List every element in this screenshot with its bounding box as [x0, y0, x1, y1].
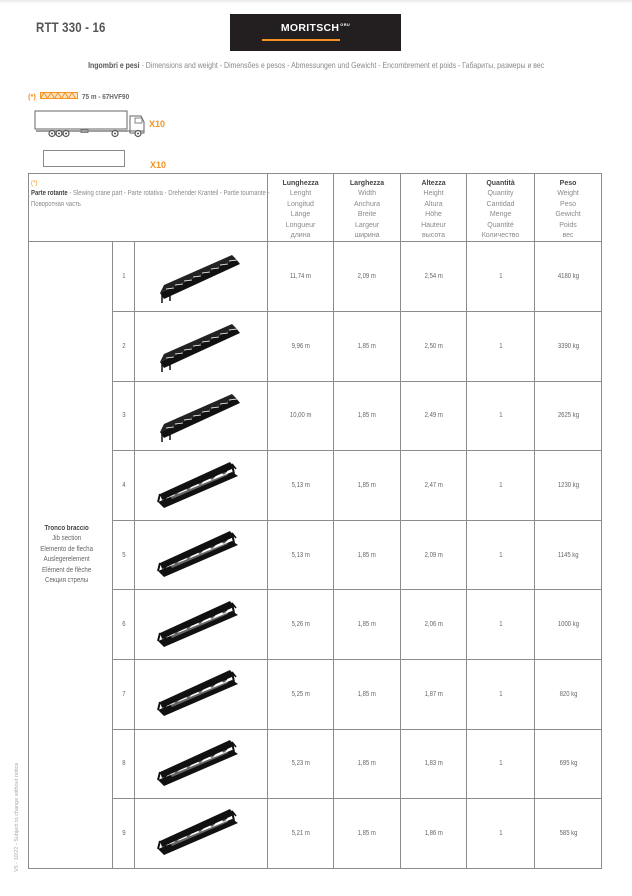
- width-cell: 1,85 m: [334, 451, 401, 521]
- jib-section-icon: [135, 520, 268, 590]
- table-row: [29, 799, 602, 869]
- brand-underline: [262, 39, 340, 41]
- box-quantity: X10: [150, 160, 167, 170]
- jib-truss-icon: [40, 92, 78, 101]
- column-header-width: Larghezza Width Anchura Breite Largeur ширина: [334, 174, 401, 242]
- height-cell: 2,50 m: [401, 312, 467, 382]
- weight-cell: 820 kg: [535, 660, 602, 730]
- header-asterisk: (*): [31, 180, 38, 187]
- quantity-cell: 1: [467, 729, 535, 799]
- row-number: 7: [113, 660, 135, 730]
- length-cell: 10,00 m: [268, 381, 334, 451]
- jib-section-icon: [135, 312, 268, 382]
- dimensions-table: [28, 173, 602, 869]
- header-description-cell: [29, 174, 268, 242]
- table-row: [29, 660, 602, 730]
- jib-section-icon: [135, 799, 268, 869]
- weight-cell: 585 kg: [535, 799, 602, 869]
- height-cell: 2,49 m: [401, 381, 467, 451]
- table-row: [29, 381, 602, 451]
- brand-name: $MORITSCH^{GRU}$: [280, 22, 351, 34]
- row-number: 8: [113, 729, 135, 799]
- model-title: RTT 330 - 16: [36, 19, 106, 35]
- column-header-height: Altezza Height Altura Höhe Hauteur высота: [401, 174, 467, 242]
- header-desc-bold: Parte rotante: [31, 190, 68, 198]
- width-cell: 1,85 m: [334, 799, 401, 869]
- subtitle-bold: Ingombri e pesi: [87, 60, 140, 70]
- header-desc-rest: - Slewing crane part - Parte rotativa - Drehender Kranteil - Partie tournante - Поворотная часть: [31, 190, 270, 208]
- table-row: [29, 520, 602, 590]
- brand-logo: [230, 14, 401, 51]
- height-cell: 1,87 m: [401, 660, 467, 730]
- group-lang-label: Elément de flèche: [41, 566, 92, 574]
- length-cell: 5,23 m: [268, 729, 334, 799]
- page-top-edge: [0, 0, 632, 4]
- quantity-cell: 1: [467, 312, 535, 382]
- weight-cell: 1230 kg: [535, 451, 602, 521]
- row-number: 4: [113, 451, 135, 521]
- weight-cell: 2625 kg: [535, 381, 602, 451]
- width-cell: 1,85 m: [334, 520, 401, 590]
- height-cell: 2,54 m: [401, 242, 467, 312]
- weight-cell: 3390 kg: [535, 312, 602, 382]
- height-cell: 2,09 m: [401, 520, 467, 590]
- asterisk-marker: (*): [28, 92, 36, 101]
- truck-quantity: X10: [149, 119, 166, 129]
- table-row: [29, 590, 602, 660]
- column-header-quantity: Quantità Quantity Cantidad Menge Quantité Количество: [467, 174, 535, 242]
- group-lang-label: Auslegerelement: [43, 556, 90, 564]
- width-cell: 2,09 m: [334, 242, 401, 312]
- length-cell: 11,74 m: [268, 242, 334, 312]
- table-row: [29, 312, 602, 382]
- height-cell: 2,47 m: [401, 451, 467, 521]
- row-number: 2: [113, 312, 135, 382]
- group-lang-label: Elemento de flecha: [40, 545, 94, 553]
- length-cell: 5,26 m: [268, 590, 334, 660]
- container-box-icon: [43, 150, 125, 167]
- row-number: 9: [113, 799, 135, 869]
- quantity-cell: 1: [467, 799, 535, 869]
- width-cell: 1,85 m: [334, 729, 401, 799]
- subtitle-rest: - Dimensions and weight - Dimensões e pesos - Abmessungen und Gewicht - Encombrement et poids - Габариты, размеры и вес: [139, 60, 545, 70]
- jib-section-icon: [135, 451, 268, 521]
- weight-cell: 4180 kg: [535, 242, 602, 312]
- width-cell: 1,85 m: [334, 381, 401, 451]
- length-cell: 5,13 m: [268, 520, 334, 590]
- length-cell: 5,13 m: [268, 451, 334, 521]
- group-lang-label: Jib section: [52, 535, 82, 543]
- table-row: [29, 242, 602, 312]
- table-body: [29, 242, 602, 868]
- row-number: 5: [113, 520, 135, 590]
- weight-cell: 1000 kg: [535, 590, 602, 660]
- row-number: 6: [113, 590, 135, 660]
- weight-cell: 695 kg: [535, 729, 602, 799]
- quantity-cell: 1: [467, 381, 535, 451]
- table-header-row: [29, 174, 602, 242]
- footer-note: V5 - 10/22 - Subject to change without notice: [14, 762, 20, 872]
- page-subtitle: [0, 60, 632, 70]
- height-cell: 2,06 m: [401, 590, 467, 660]
- column-header-length: Lunghezza Lenght Longitud Länge Longueur длина: [268, 174, 334, 242]
- table-row: [29, 451, 602, 521]
- quantity-cell: 1: [467, 520, 535, 590]
- length-cell: 5,25 m: [268, 660, 334, 730]
- quantity-cell: 1: [467, 451, 535, 521]
- truck-trailer-icon: [34, 110, 150, 138]
- height-cell: 1,83 m: [401, 729, 467, 799]
- jib-head-section-icon: [135, 242, 268, 312]
- group-label-cell: [29, 242, 113, 868]
- width-cell: 1,85 m: [334, 660, 401, 730]
- jib-section-icon: [135, 660, 268, 730]
- quantity-cell: 1: [467, 590, 535, 660]
- width-cell: 1,85 m: [334, 590, 401, 660]
- jib-section-icon: [135, 729, 268, 799]
- length-cell: 5,21 m: [268, 799, 334, 869]
- configuration-line: [28, 92, 137, 101]
- group-lang-label: Секция стрелы: [45, 577, 89, 585]
- table-row: [29, 729, 602, 799]
- length-cell: 9,96 m: [268, 312, 334, 382]
- weight-cell: 1145 kg: [535, 520, 602, 590]
- height-cell: 1,86 m: [401, 799, 467, 869]
- jib-section-icon: [135, 381, 268, 451]
- configuration-label: 75 m - 67HVF90: [81, 92, 130, 101]
- jib-section-icon: [135, 590, 268, 660]
- quantity-cell: 1: [467, 660, 535, 730]
- width-cell: 1,85 m: [334, 312, 401, 382]
- quantity-cell: 1: [467, 242, 535, 312]
- group-title: Tronco braccio: [44, 524, 89, 532]
- row-number: 3: [113, 381, 135, 451]
- column-header-weight: Peso Weight Peso Gewicht Poids вес: [535, 174, 602, 242]
- row-number: 1: [113, 242, 135, 312]
